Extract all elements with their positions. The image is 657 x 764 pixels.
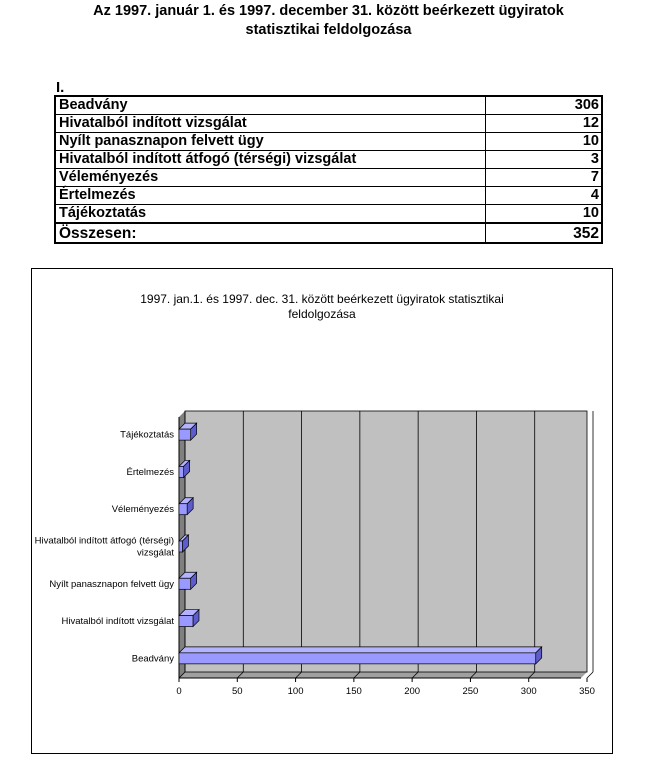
document-title	[0, 2, 657, 40]
row-label: Összesen:	[55, 223, 486, 243]
document-title-line1: Az 1997. január 1. és 1997. december 31. között beérkezett ügyiratok	[93, 3, 564, 19]
row-value: 7	[486, 169, 603, 187]
bar	[179, 429, 191, 440]
bar	[179, 541, 182, 552]
plot-back-wall	[185, 411, 587, 672]
row-value: 3	[486, 151, 603, 169]
row-label: Beadvány	[55, 96, 486, 115]
row-value: 352	[486, 223, 603, 243]
x-tick-label: 250	[462, 686, 479, 697]
bar	[179, 616, 193, 627]
category-label: vizsgálat	[137, 547, 174, 559]
total-row	[55, 223, 602, 243]
row-value: 10	[486, 205, 603, 224]
category-label: Hivatalból indított vizsgálat	[61, 616, 174, 628]
row-value: 306	[486, 96, 603, 115]
table-row	[55, 169, 602, 187]
x-tick-label: 0	[176, 686, 182, 697]
x-tick-label: 300	[520, 686, 537, 697]
row-value: 4	[486, 187, 603, 205]
category-label: Nyílt panasznapon felvett ügy	[49, 578, 174, 590]
x-tick-label: 350	[579, 686, 595, 697]
row-label: Hivatalból indított átfogó (térségi) vizsgálat	[55, 151, 486, 169]
chart-title-line1: 1997. jan.1. és 1997. dec. 31. között beérkezett ügyiratok statisztikai	[140, 292, 504, 306]
row-label: Nyílt panasznapon felvett ügy	[55, 133, 486, 151]
table-row	[55, 115, 602, 133]
document-title-line2: statisztikai feldolgozása	[245, 22, 412, 38]
bar	[179, 504, 187, 515]
chart-frame	[31, 268, 613, 754]
row-value: 12	[486, 115, 603, 133]
chart-title-line2: feldolgozása	[288, 307, 356, 321]
statistics-table	[54, 95, 603, 244]
category-label: Értelmezés	[126, 466, 174, 478]
row-label: Értelmezés	[55, 187, 486, 205]
row-label: Véleményezés	[55, 169, 486, 187]
x-tick-label: 150	[345, 686, 362, 697]
category-label: Véleményezés	[111, 504, 174, 516]
x-tick-label: 100	[287, 686, 304, 697]
category-label: Beadvány	[131, 653, 174, 665]
bar-chart	[32, 269, 614, 755]
table-row	[55, 133, 602, 151]
bar	[179, 653, 536, 664]
table-row	[55, 151, 602, 169]
bar	[179, 578, 191, 589]
section-label: I.	[56, 79, 65, 96]
gridline-floor	[587, 672, 593, 678]
row-value: 10	[486, 133, 603, 151]
x-tick-label: 200	[404, 686, 421, 697]
table-row	[55, 96, 602, 115]
bar-top	[179, 647, 542, 653]
table-row	[55, 205, 602, 224]
category-label: Hivatalból indított átfogó (térségi)	[34, 535, 174, 547]
x-tick-label: 50	[231, 686, 243, 697]
row-label: Tájékoztatás	[55, 205, 486, 224]
row-label: Hivatalból indított vizsgálat	[55, 115, 486, 133]
table-row	[55, 187, 602, 205]
bar	[179, 466, 184, 477]
category-label: Tájékoztatás	[120, 429, 174, 441]
